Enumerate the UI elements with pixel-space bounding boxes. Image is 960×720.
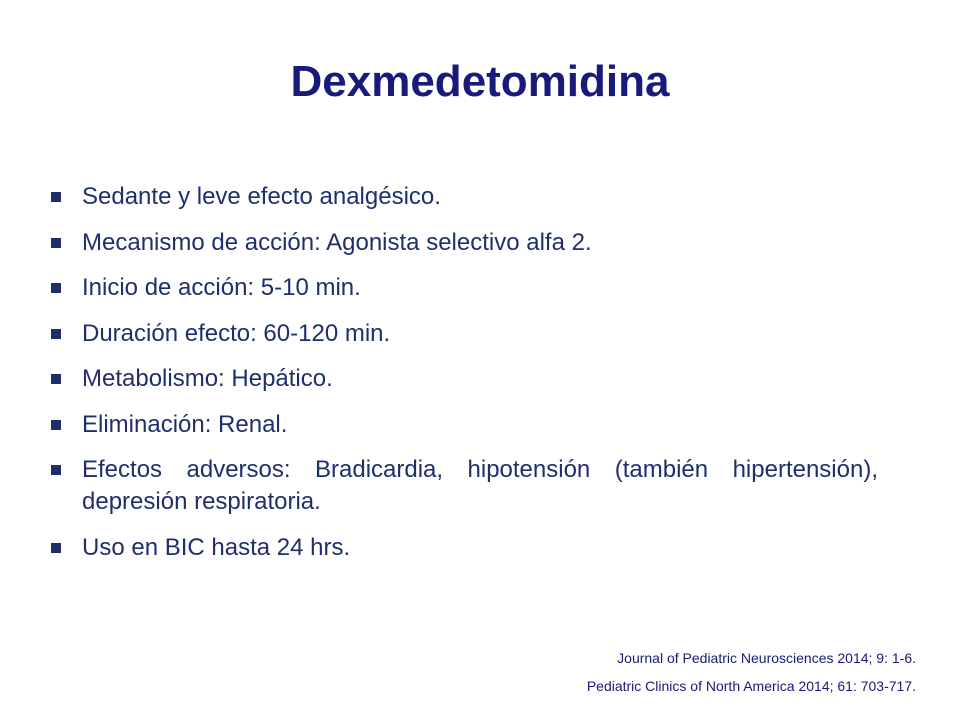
square-bullet-icon: [51, 465, 61, 475]
bullet-text: Uso en BIC hasta 24 hrs.: [82, 533, 351, 561]
bullet-item: [48, 227, 878, 259]
bullet-item: [48, 272, 878, 304]
bullet-text: Eliminación: Renal.: [82, 410, 288, 438]
square-bullet-icon: [51, 329, 61, 339]
reference-line: Pediatric Clinics of North America 2014; 61: 703-717.: [586, 678, 916, 694]
slide-title: Dexmedetomidina: [290, 57, 670, 106]
bullet-text: Duración efecto: 60-120 min.: [82, 319, 391, 347]
bullet-text: Mecanismo de acción: Agonista selectivo alfa 2.: [82, 228, 592, 256]
reference-line: Journal of Pediatric Neurosciences 2014; 9: 1-6.: [617, 650, 916, 666]
bullet-item: [48, 318, 878, 350]
bullet-text: Efectos adversos: Bradicardia, hipotensión (también hipertensión), depresión respiratoria.: [82, 456, 878, 515]
bullet-item: [48, 532, 878, 564]
bullet-item: [48, 454, 878, 518]
bullet-text: Sedante y leve efecto analgésico.: [82, 183, 441, 210]
bullet-text: Metabolismo: Hepático.: [82, 365, 333, 392]
square-bullet-icon: [51, 238, 61, 248]
square-bullet-icon: [51, 192, 61, 202]
square-bullet-icon: [51, 374, 61, 384]
bullet-list: [48, 181, 878, 577]
square-bullet-icon: [51, 283, 61, 293]
bullet-item: [48, 181, 878, 213]
bullet-text: Inicio de acción: 5-10 min.: [82, 274, 361, 301]
bullet-item: [48, 363, 878, 395]
square-bullet-icon: [51, 543, 61, 553]
bullet-item: [48, 409, 878, 441]
square-bullet-icon: [51, 420, 61, 430]
references: [587, 648, 916, 704]
